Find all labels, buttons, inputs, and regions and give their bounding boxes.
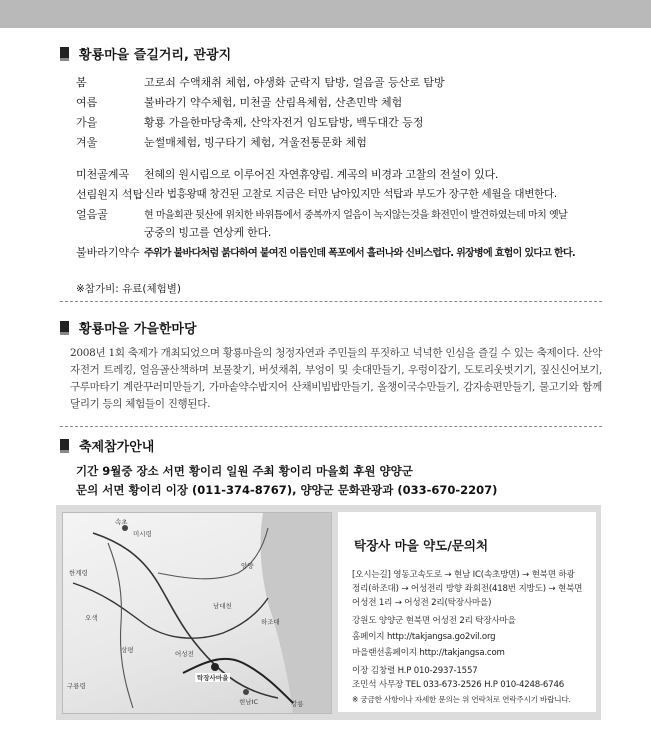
section-bullet-icon [60,321,69,335]
place-label: 선림원지 석탑 [76,188,144,201]
map-label-eoseongjeon: 어성전 [175,650,194,658]
map-label-hajodae: 하조대 [261,618,280,626]
festival-description: 2008년 1회 축제가 개최되었으며 황룡마을의 청정자연과 주민들의 푸짓하고 넉넉한 인심을 즐길 수 있는 축제이다. 산악자전거 트레킹, 얼음골산책하며 보물찾기, 버섯채취, 부엉이 및 솟대만들기, 우렁이잡기, 도토리웃벗기기, 짚신신어보기, 구루마타기 계란꾸러미만들기, 가마솥약수밥지어 산채비빔밥만들기, 올챙이국수만들기, 감자송편만들기, 물고기와 함께 달리기 등의 체험들이 진행된다. [70,347,602,410]
homepage-link[interactable]: 홈페이지 http://takjangsa.go2vil.org [352,632,496,642]
coastal-road [158,528,268,579]
season-text: 불바라기 약수체험, 미천골 산림욕체험, 산촌민박 체험 [144,96,403,109]
map-label-village: 탁장사마을 [197,674,229,682]
map-label-sangpyeong: 상평 [121,646,134,654]
section-title-festival [60,318,197,337]
season-text: 고로쇠 수액채취 체험, 야생화 군락지 탐방, 얼음골 등산로 탐방 [144,76,445,89]
map-label-yangyang: 양양 [241,562,254,570]
ic-marker-icon [243,689,249,695]
place-text: 신라 법흥왕때 창건된 고찰로 지금은 터만 남아있지만 석탑과 부도가 장구한 세월을 대변한다. [144,188,557,200]
map-label-namdaecheon: 남대천 [213,602,232,610]
directions-line: 어성전 1리 → 어성전 2리(탁장사마을) [352,598,492,608]
season-label: 봄 [76,76,87,89]
address-line: 강원도 양양군 현북면 어성전 2리 탁장사마을 [352,616,516,626]
section-bullet-icon [60,47,69,61]
leader-contact: 이장 김창렬 H.P 010-2937-1557 [352,666,478,676]
place-text: 천혜의 원시림으로 이루어진 자연휴양림. 계곡의 비경과 고찰의 전설이 있다. [144,168,499,181]
road-route [73,583,268,638]
divider [60,426,602,427]
office-contact: 조민석 사무장 TEL 033-673-2526 H.P 010-4248-6746 [352,680,564,690]
section-title-attractions [60,44,231,63]
directions-line: [오시는길] 영동고속도로 → 현남 IC(속초방면) → 현북면 하광 [352,570,575,580]
map-label-misiryeong: 미시령 [133,530,152,538]
top-banner [0,0,651,28]
inquiry-note: ※ 궁금한 사항이나 자세한 문의는 위 연락처로 연락주시기 바랍니다. [352,695,571,704]
map-label-hangyeryeong: 한계령 [69,569,88,577]
season-label: 여름 [76,96,98,109]
map-label-hyeonnam-ic: 현남IC [239,698,259,706]
place-label: 얼음골 [76,208,108,221]
season-text: 눈썰매체험, 빙구타기 체험, 겨울전통문화 체험 [144,136,367,149]
season-text: 황룡 가을한마당축제, 산악자전거 임도탐방, 백두대간 등정 [144,116,424,129]
contact-title: 탁장사 마을 약도/문의처 [354,538,489,553]
divider [60,301,602,302]
map-label-sokcho: 속초 [115,518,128,526]
contact-panel [338,512,596,712]
village-marker-icon [211,663,219,671]
section-bullet-icon [60,439,69,453]
map-label-gangneung: 강릉 [291,700,304,708]
place-text: 주위가 불바다처럼 붉다하여 붙여진 이름인데 폭포에서 흘러나와 신비스럽다. 위장병에 효험이 있다고 한다. [144,248,576,259]
place-text: 궁중의 빙고를 연상케 한다. [144,226,272,239]
section-title-text: 황룡마을 가을한마당 [79,322,197,337]
map-label-osaek: 오색 [85,614,98,622]
section-title-text: 축제참가안내 [79,440,155,455]
festival-contact-info: 문의 서면 황이리 이장 (011-374-8767), 양양군 문화관광과 (033-670-2207) [76,483,498,497]
place-label: 미천골계곡 [76,168,130,181]
season-label: 가을 [76,116,98,129]
directions-line: 정리(하조대) → 어성전리 방향 좌회전(418번 지방도) → 현북면 [352,584,583,594]
place-text: 현 마을회관 뒷산에 위치한 바위틈에서 중복까지 얼음이 녹지않는것을 화전민이 발견하였는데 마치 옛날 [144,210,568,221]
place-label: 불바라기약수 [76,246,140,259]
map-graphic [63,513,331,713]
highway-route [93,533,278,698]
map-label-guryongryeong: 구룡령 [67,682,86,690]
festival-schedule-info: 기간 9월중 장소 서면 황이리 일원 주최 황이리 마을회 후원 양양군 [76,464,413,478]
section-title-participation [60,436,154,455]
local-road [108,543,133,708]
fee-note: ※참가비: 유료(체험별) [76,283,182,295]
section-title-text: 황룡마을 즐길거리, 관광지 [79,48,232,63]
village-homepage-link[interactable]: 마을랜선홈페이지 http://takjangsa.com [352,648,505,658]
location-map [62,512,332,714]
season-label: 겨울 [76,136,98,149]
